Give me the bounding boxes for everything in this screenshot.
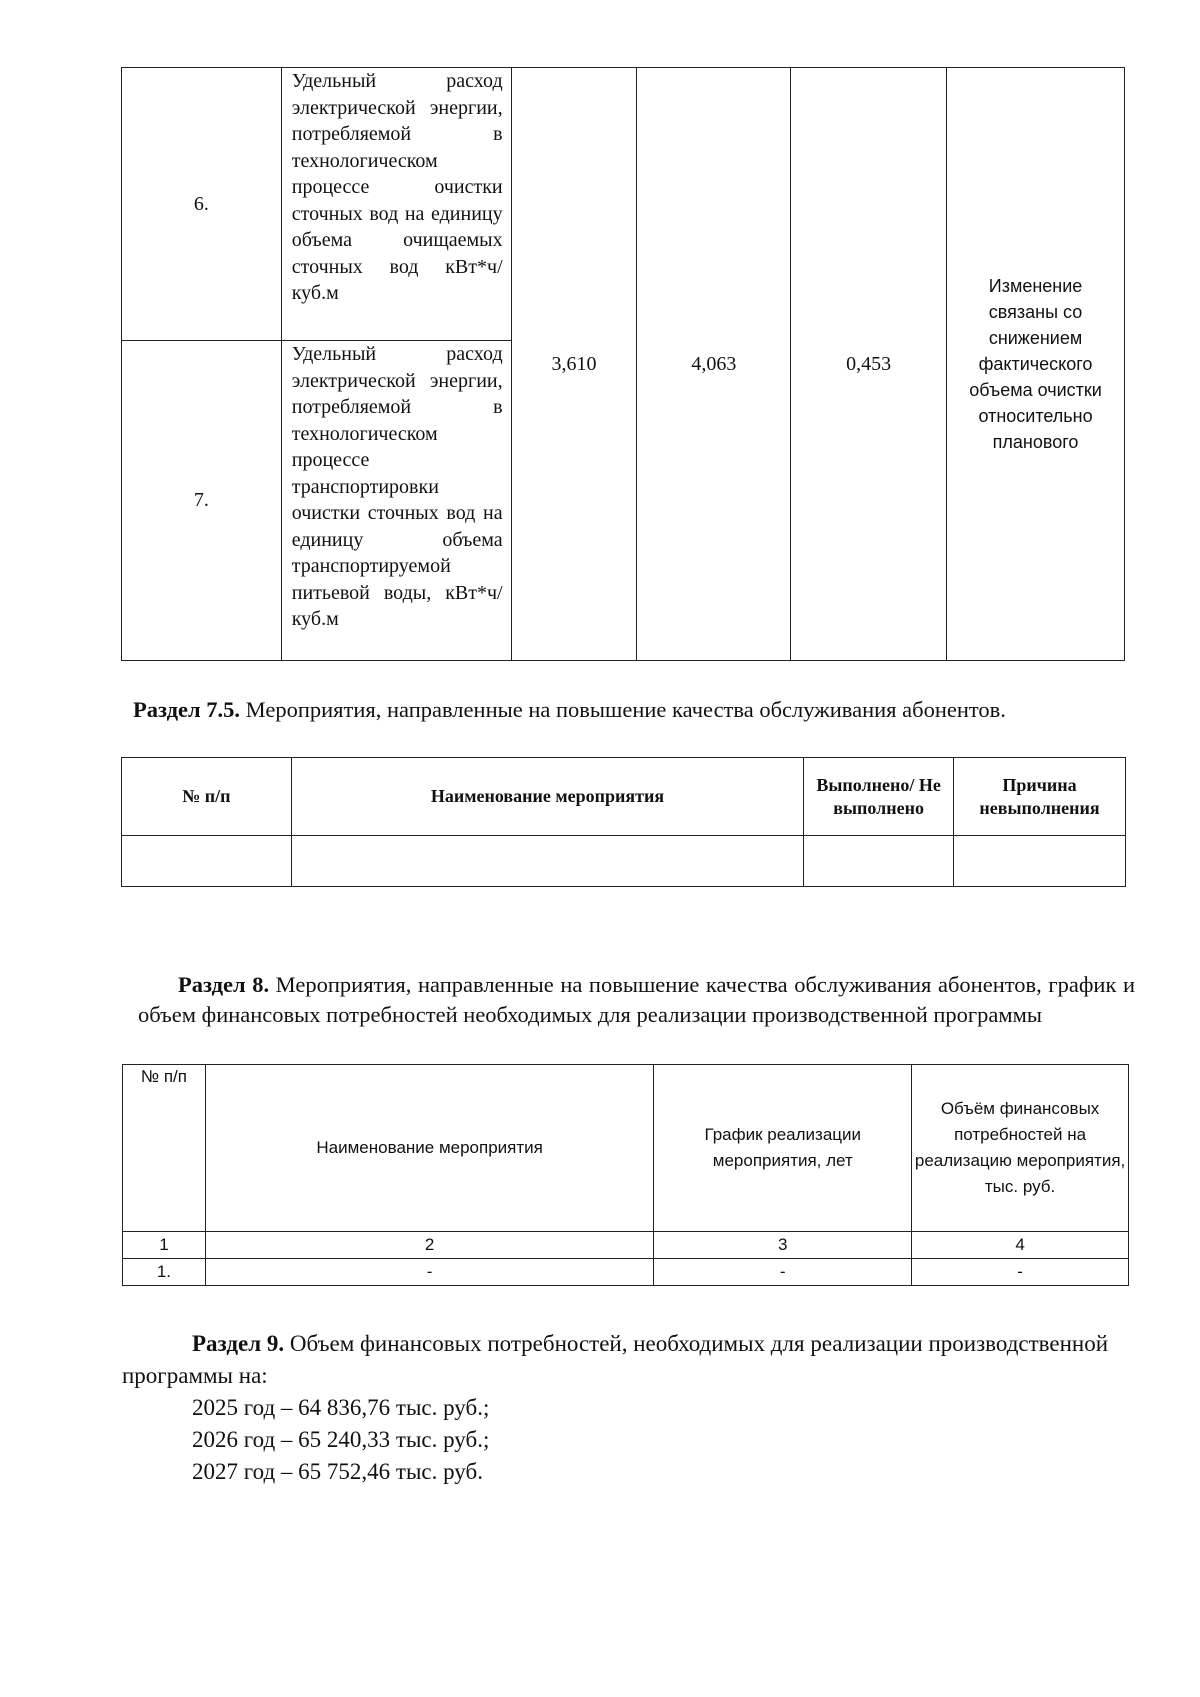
column-header-number: № п/п [122,758,292,836]
section-8-heading [138,970,1135,1030]
table-header-row [123,1065,1129,1232]
column-header-reason: Причина невыполнения [954,758,1126,836]
section-text: Объем финансовых потребностей, необходимых для реализации производственной программы на: [122,1331,1109,1388]
indicators-table [121,67,1125,661]
section-text: Мероприятия, направленные на повышение качества обслуживания абонентов, график и объем финансовых потребностей необходимых для реализации производственной программы [138,972,1135,1027]
row-number: 6. [122,68,282,341]
financing-year-2025: 2025 год – 64 836,76 тыс. руб.; [192,1395,490,1420]
index-cell: 4 [912,1232,1129,1259]
section-label: Раздел 7.5. [133,697,240,722]
row-number: 7. [122,341,282,661]
financing-year-2026: 2026 год – 65 240,33 тыс. руб.; [192,1427,490,1452]
deviation-value: 0,453 [791,68,947,661]
plan-value: 3,610 [511,68,637,661]
section-label: Раздел 8. [178,972,270,997]
financing-year-2027: 2027 год – 65 752,46 тыс. руб. [192,1459,483,1484]
table-row [122,836,1126,887]
empty-cell [291,836,803,887]
schedule-value: - [654,1259,912,1286]
column-header-status: Выполнено/ Не выполнено [804,758,954,836]
change-reason: Изменение связаны со снижением фактического объема очистки относительно планового [947,68,1125,661]
financing-value: - [912,1259,1129,1286]
column-header-name: Наименование мероприятия [205,1065,653,1232]
indicator-description: Удельный расход электрической энергии, потребляемой в технологическом процессе очистки сточных вод на единицу объема очищаемых сточных вод кВт*ч/куб.м [281,68,511,341]
table-header-row [122,758,1126,836]
row-number: 1. [123,1259,206,1286]
service-quality-table [121,757,1126,887]
section-9-heading [122,1328,1122,1392]
section-label: Раздел 9. [192,1331,285,1356]
table-index-row [123,1232,1129,1259]
index-cell: 3 [654,1232,912,1259]
column-header-name: Наименование мероприятия [291,758,803,836]
section-7-5-heading [133,695,1113,725]
column-header-schedule: График реализации мероприятия, лет [654,1065,912,1232]
empty-cell [954,836,1126,887]
actual-value: 4,063 [637,68,791,661]
column-header-financing: Объём финансовых потребностей на реализацию мероприятия, тыс. руб. [912,1065,1129,1232]
section-text: Мероприятия, направленные на повышение качества обслуживания абонентов. [240,697,1006,722]
table-row [123,1259,1129,1286]
indicator-description: Удельный расход электрической энергии, потребляемой в технологическом процессе транспортировки очистки сточных вод на единицу объема транспортируемой питьевой воды, кВт*ч/куб.м [281,341,511,661]
index-cell: 2 [205,1232,653,1259]
financing-years-list [192,1392,892,1488]
table-row [122,68,1125,341]
financial-needs-table [122,1064,1129,1286]
empty-cell [122,836,292,887]
activity-name: - [205,1259,653,1286]
empty-cell [804,836,954,887]
column-header-number: № п/п [123,1065,206,1232]
index-cell: 1 [123,1232,206,1259]
